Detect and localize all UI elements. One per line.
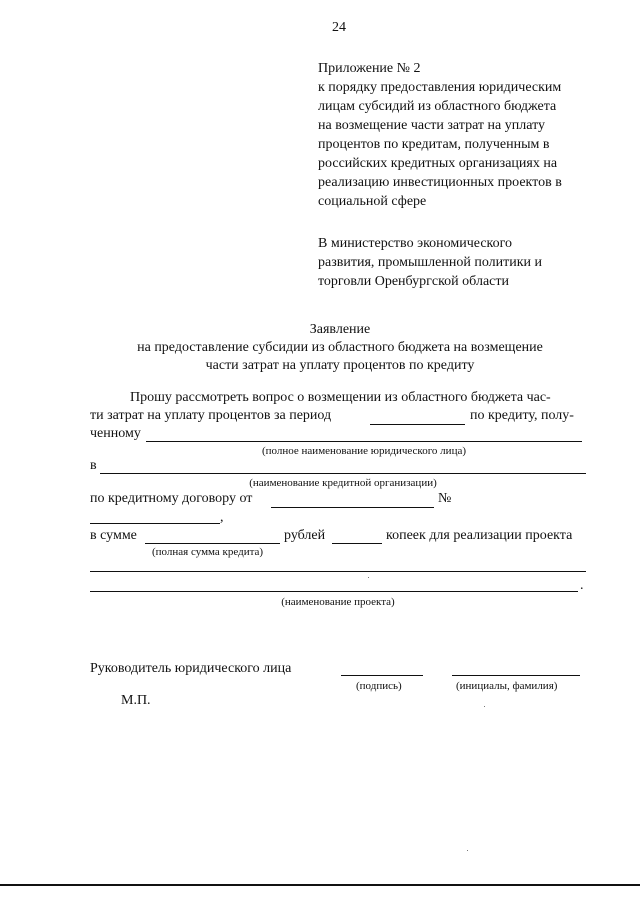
legal-entity-name-field[interactable]: [146, 441, 582, 442]
signature-hint: (подпись): [356, 680, 402, 692]
recipient-line: торговли Оренбургской области: [318, 274, 509, 289]
page-bottom-border: [0, 884, 640, 886]
sum-label: в сумме: [90, 528, 137, 543]
credit-organization-hint: (наименование кредитной организации): [249, 477, 437, 489]
document-title: Заявление: [309, 322, 371, 337]
document-subtitle-line: части затрат на уплату процентов по кредиту: [205, 358, 475, 373]
request-paragraph-line: ти затрат на уплату процентов за период: [90, 408, 332, 423]
appendix-block: [318, 59, 618, 211]
page-number: 24: [332, 20, 346, 35]
period-field[interactable]: [370, 424, 465, 425]
credit-sum-field[interactable]: [145, 543, 280, 544]
credit-org-prefix: в: [90, 458, 97, 473]
rubles-label: рублей: [284, 528, 326, 543]
appendix-line: российских кредитных организациях на: [318, 156, 558, 171]
kopecks-field[interactable]: [332, 543, 382, 544]
period-mark: .: [580, 578, 584, 593]
contract-label: по кредитному договору от: [90, 491, 253, 506]
legal-entity-hint: (полное наименование юридического лица): [261, 445, 466, 457]
contract-date-field[interactable]: [271, 507, 434, 508]
comma-mark: ,: [220, 510, 224, 525]
appendix-line: Приложение № 2: [318, 61, 421, 76]
head-of-entity-label: Руководитель юридического лица: [90, 661, 292, 676]
project-name-field[interactable]: [90, 571, 586, 572]
appendix-line: социальной сфере: [318, 194, 427, 209]
initials-surname-field[interactable]: [452, 675, 580, 676]
recipient-line: В министерство экономического: [318, 236, 513, 251]
appendix-line: на возмещение части затрат на уплату: [318, 118, 546, 133]
project-name-field-continued[interactable]: [90, 591, 578, 592]
request-paragraph-line: ченному: [90, 426, 141, 441]
appendix-line: к порядку предоставления юридическим: [318, 80, 562, 95]
appendix-line: реализацию инвестиционных проектов в: [318, 175, 562, 190]
credit-organization-field[interactable]: [100, 473, 586, 474]
kopecks-label: копеек для реализации проекта: [386, 528, 573, 543]
document-subtitle-line: на предоставление субсидии из областного бюджета на возмещение: [137, 340, 543, 355]
scan-speck: [368, 577, 369, 578]
recipient-line: развития, промышленной политики и: [318, 255, 543, 270]
project-name-hint: (наименование проекта): [281, 596, 395, 608]
scan-speck: [467, 850, 468, 851]
appendix-line: лицам субсидий из областного бюджета: [318, 99, 557, 114]
recipient-block: [318, 234, 618, 291]
stamp-placeholder: М.П.: [121, 693, 151, 708]
request-paragraph-line: по кредиту, полу-: [470, 408, 574, 423]
appendix-line: процентов по кредитам, полученным в: [318, 137, 550, 152]
request-paragraph-line: Прошу рассмотреть вопрос о возмещении из областного бюджета час-: [130, 390, 551, 405]
initials-surname-hint: (инициалы, фамилия): [456, 680, 558, 692]
scan-speck: [484, 706, 485, 707]
number-sign: №: [438, 491, 452, 506]
signature-field[interactable]: [341, 675, 423, 676]
contract-number-field[interactable]: [90, 523, 220, 524]
credit-sum-hint: (полная сумма кредита): [152, 546, 264, 558]
